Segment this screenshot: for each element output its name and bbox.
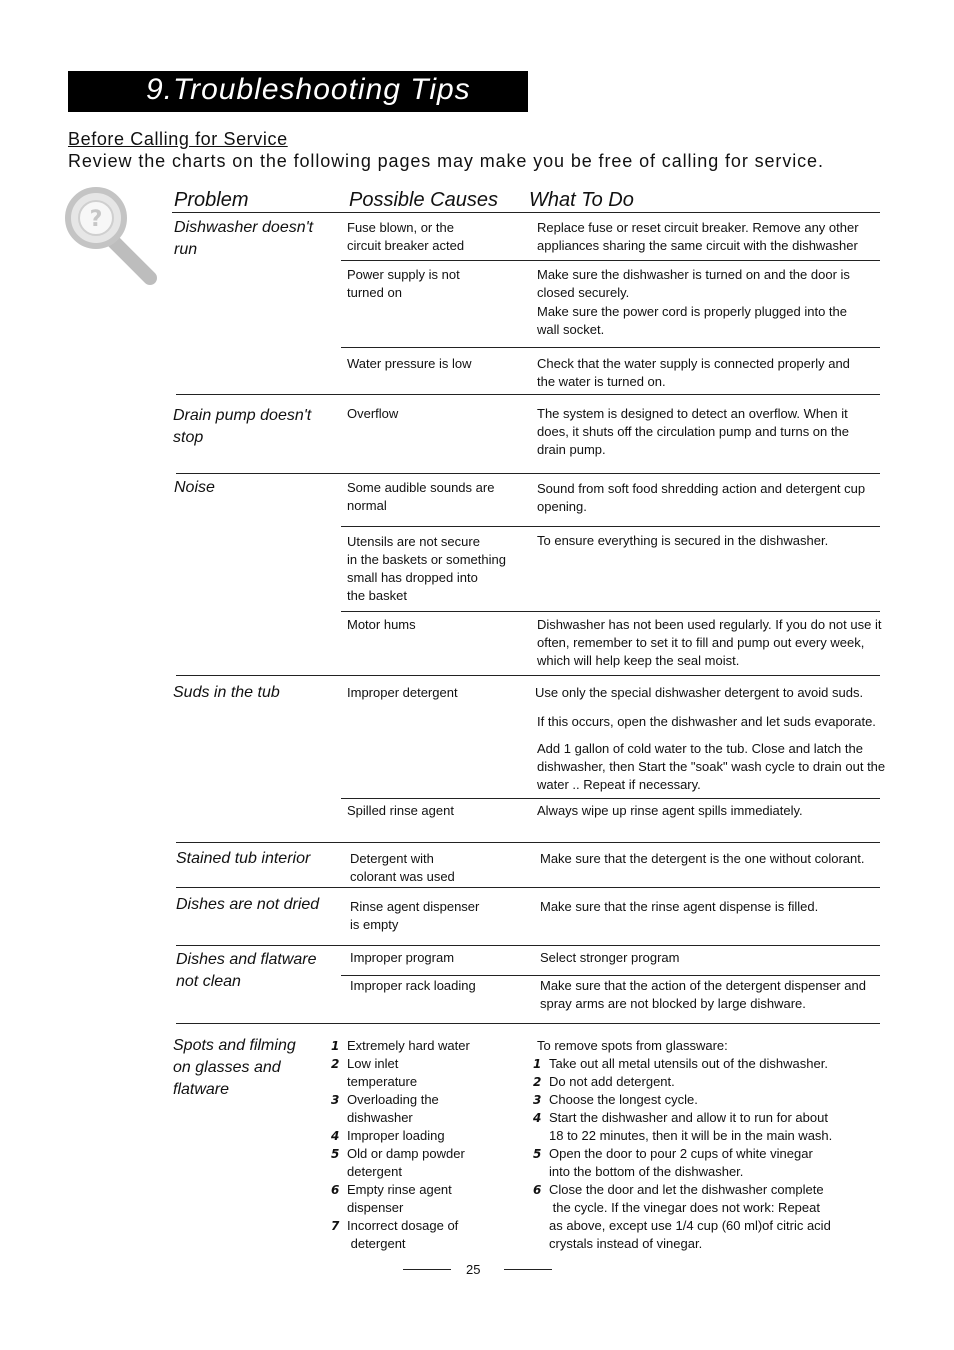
row-divider — [176, 887, 880, 888]
todo-spray-arms-clear: Make sure that the action of the detergent dispenser and spray arms are not blocked by large dishware. — [540, 978, 866, 1011]
list-item: 3 Choose the longest cycle. — [533, 1092, 698, 1107]
list-item: 3 Overloading the — [331, 1092, 439, 1107]
row-divider — [176, 1023, 880, 1024]
cause-list-spots: 1 Extremely hard water 2 Low inlet temperature 3 Overloading the dishwasher 4 Improper loading 5 Old or damp powder detergent 6 Empty rinse agent dispenser 7 Incorrect dosage of detergent — [331, 1038, 470, 1251]
cause-improper-program: Improper program — [350, 950, 455, 965]
row-divider — [341, 526, 880, 527]
header-divider — [172, 212, 880, 213]
cause-colorant-detergent: Detergent with colorant was used — [350, 851, 455, 884]
todo-power-supply: Make sure the dishwasher is turned on and the door is closed securely. Make sure the power cord is properly plugged into the wall socket. — [537, 267, 850, 337]
problem-dishes-not-clean: Dishes and flatware not clean — [176, 951, 317, 990]
row-divider — [176, 473, 880, 474]
list-item: 4 Start the dishwasher and allow it to run for about — [533, 1110, 828, 1125]
problem-spots-and-filming: Spots and filming on glasses and flatware — [173, 1037, 296, 1098]
todo-stronger-program: Select stronger program — [540, 950, 680, 965]
todo-water-pressure: Check that the water supply is connected properly and the water is turned on. — [537, 356, 850, 389]
problem-noise: Noise — [174, 479, 215, 496]
list-item: 2 Do not add detergent. — [533, 1074, 675, 1089]
footer-rule-right — [504, 1269, 552, 1270]
row-divider — [341, 347, 880, 348]
cause-utensils-not-secure: Utensils are not secure in the baskets or something small has dropped into the basket — [347, 534, 506, 603]
row-divider — [341, 798, 880, 799]
todo-no-colorant: Make sure that the detergent is the one without colorant. — [540, 851, 865, 866]
cause-overflow: Overflow — [347, 406, 399, 421]
svg-text:?: ? — [89, 207, 103, 232]
header-todo: What To Do — [529, 189, 634, 211]
row-divider — [176, 675, 880, 676]
list-item: 5 Old or damp powder — [331, 1146, 465, 1161]
page-title: 9.Troubleshooting Tips — [146, 73, 471, 106]
todo-motor-hums: Dishwasher has not been used regularly. If you do not use it often, remember to set it to fill and pump out every week, which will help keep the seal moist. — [537, 617, 882, 668]
cause-spilled-rinse-agent: Spilled rinse agent — [347, 803, 454, 818]
todo-utensils-secured: To ensure everything is secured in the dishwasher. — [537, 533, 829, 548]
todo-wipe-spills: Always wipe up rinse agent spills immediately. — [537, 803, 803, 818]
cause-water-pressure: Water pressure is low — [347, 356, 472, 371]
intro-heading: Before Calling for Service — [68, 129, 288, 149]
list-item: 1 Take out all metal utensils out of the dishwasher. — [533, 1056, 828, 1071]
list-item: 1 Extremely hard water — [331, 1038, 470, 1053]
magnifier-question-icon — [62, 184, 162, 288]
list-item: 5 Open the door to pour 2 cups of white vinegar — [533, 1146, 813, 1161]
row-divider — [341, 611, 880, 612]
list-item: 2 Low inlet — [331, 1056, 399, 1071]
intro-text: Review the charts on the following pages may make you be free of calling for service. — [68, 151, 824, 171]
footer-rule-left — [403, 1269, 451, 1270]
list-item: 4 Improper loading — [331, 1128, 445, 1143]
list-item: 6 Close the door and let the dishwasher complete — [533, 1182, 824, 1197]
todo-audible-sounds: Sound from soft food shredding action and detergent cup opening. — [537, 481, 866, 514]
row-divider — [176, 842, 880, 843]
todo-intro-spots: To remove spots from glassware: — [537, 1038, 728, 1053]
header-causes: Possible Causes — [349, 189, 498, 211]
todo-add-cold-water: Add 1 gallon of cold water to the tub. Close and latch the dishwasher, then Start the "soak" wash cycle to drain out the water .. Repeat if necessary. — [537, 741, 886, 792]
todo-overflow: The system is designed to detect an overflow. When it does, it shuts off the circulation pump and turns on the drain pump. — [537, 406, 849, 457]
problem-drain-pump: Drain pump doesn't stop — [173, 407, 312, 446]
cause-audible-sounds: Some audible sounds are normal — [347, 480, 495, 513]
todo-list-spots: 1 Take out all metal utensils out of the dishwasher. 2 Do not add detergent. 3 Choose the longest cycle. 4 Start the dishwasher and allow it to run for about 18 to 22 minutes, then it will be in the main wash. 5 Open the door to pour 2 cups of white vinegar into the bottom of the dishwasher. 6 Close the door and let the dishwasher complete the cycle. If the vinegar does not work: Repeat as above, except use 1/4 cup (60 ml)of citric acid crystals instead of vinegar. — [533, 1056, 833, 1251]
cause-rinse-dispenser-empty: Rinse agent dispenser is empty — [350, 899, 480, 932]
problem-stained-tub: Stained tub interior — [176, 850, 311, 867]
problem-dishwasher-doesnt-run: Dishwasher doesn't run — [174, 219, 314, 258]
list-item: 7 Incorrect dosage of — [331, 1218, 459, 1233]
header-problem: Problem — [174, 189, 249, 211]
row-divider — [176, 945, 880, 946]
todo-let-suds-evaporate: If this occurs, open the dishwasher and let suds evaporate. — [537, 714, 876, 729]
list-item: 6 Empty rinse agent — [331, 1182, 452, 1197]
cause-power-supply: Power supply is not turned on — [347, 267, 460, 300]
cause-motor-hums: Motor hums — [347, 617, 416, 632]
cause-fuse-blown: Fuse blown, or the circuit breaker acted — [347, 220, 465, 253]
todo-special-detergent: Use only the special dishwasher detergent to avoid suds. — [535, 685, 864, 700]
title-banner — [68, 71, 528, 112]
problem-suds-in-tub: Suds in the tub — [173, 684, 280, 701]
todo-fill-rinse-agent: Make sure that the rinse agent dispense is filled. — [540, 899, 819, 914]
page-number: 25 — [466, 1262, 481, 1277]
cause-improper-detergent: Improper detergent — [347, 685, 458, 700]
row-divider — [341, 260, 880, 261]
row-divider — [176, 394, 880, 395]
problem-dishes-not-dried: Dishes are not dried — [176, 896, 320, 913]
cause-improper-rack-loading: Improper rack loading — [350, 978, 476, 993]
row-divider — [341, 975, 880, 976]
todo-replace-fuse: Replace fuse or reset circuit breaker. Remove any other appliances sharing the same circuit with the dishwasher — [537, 220, 859, 253]
